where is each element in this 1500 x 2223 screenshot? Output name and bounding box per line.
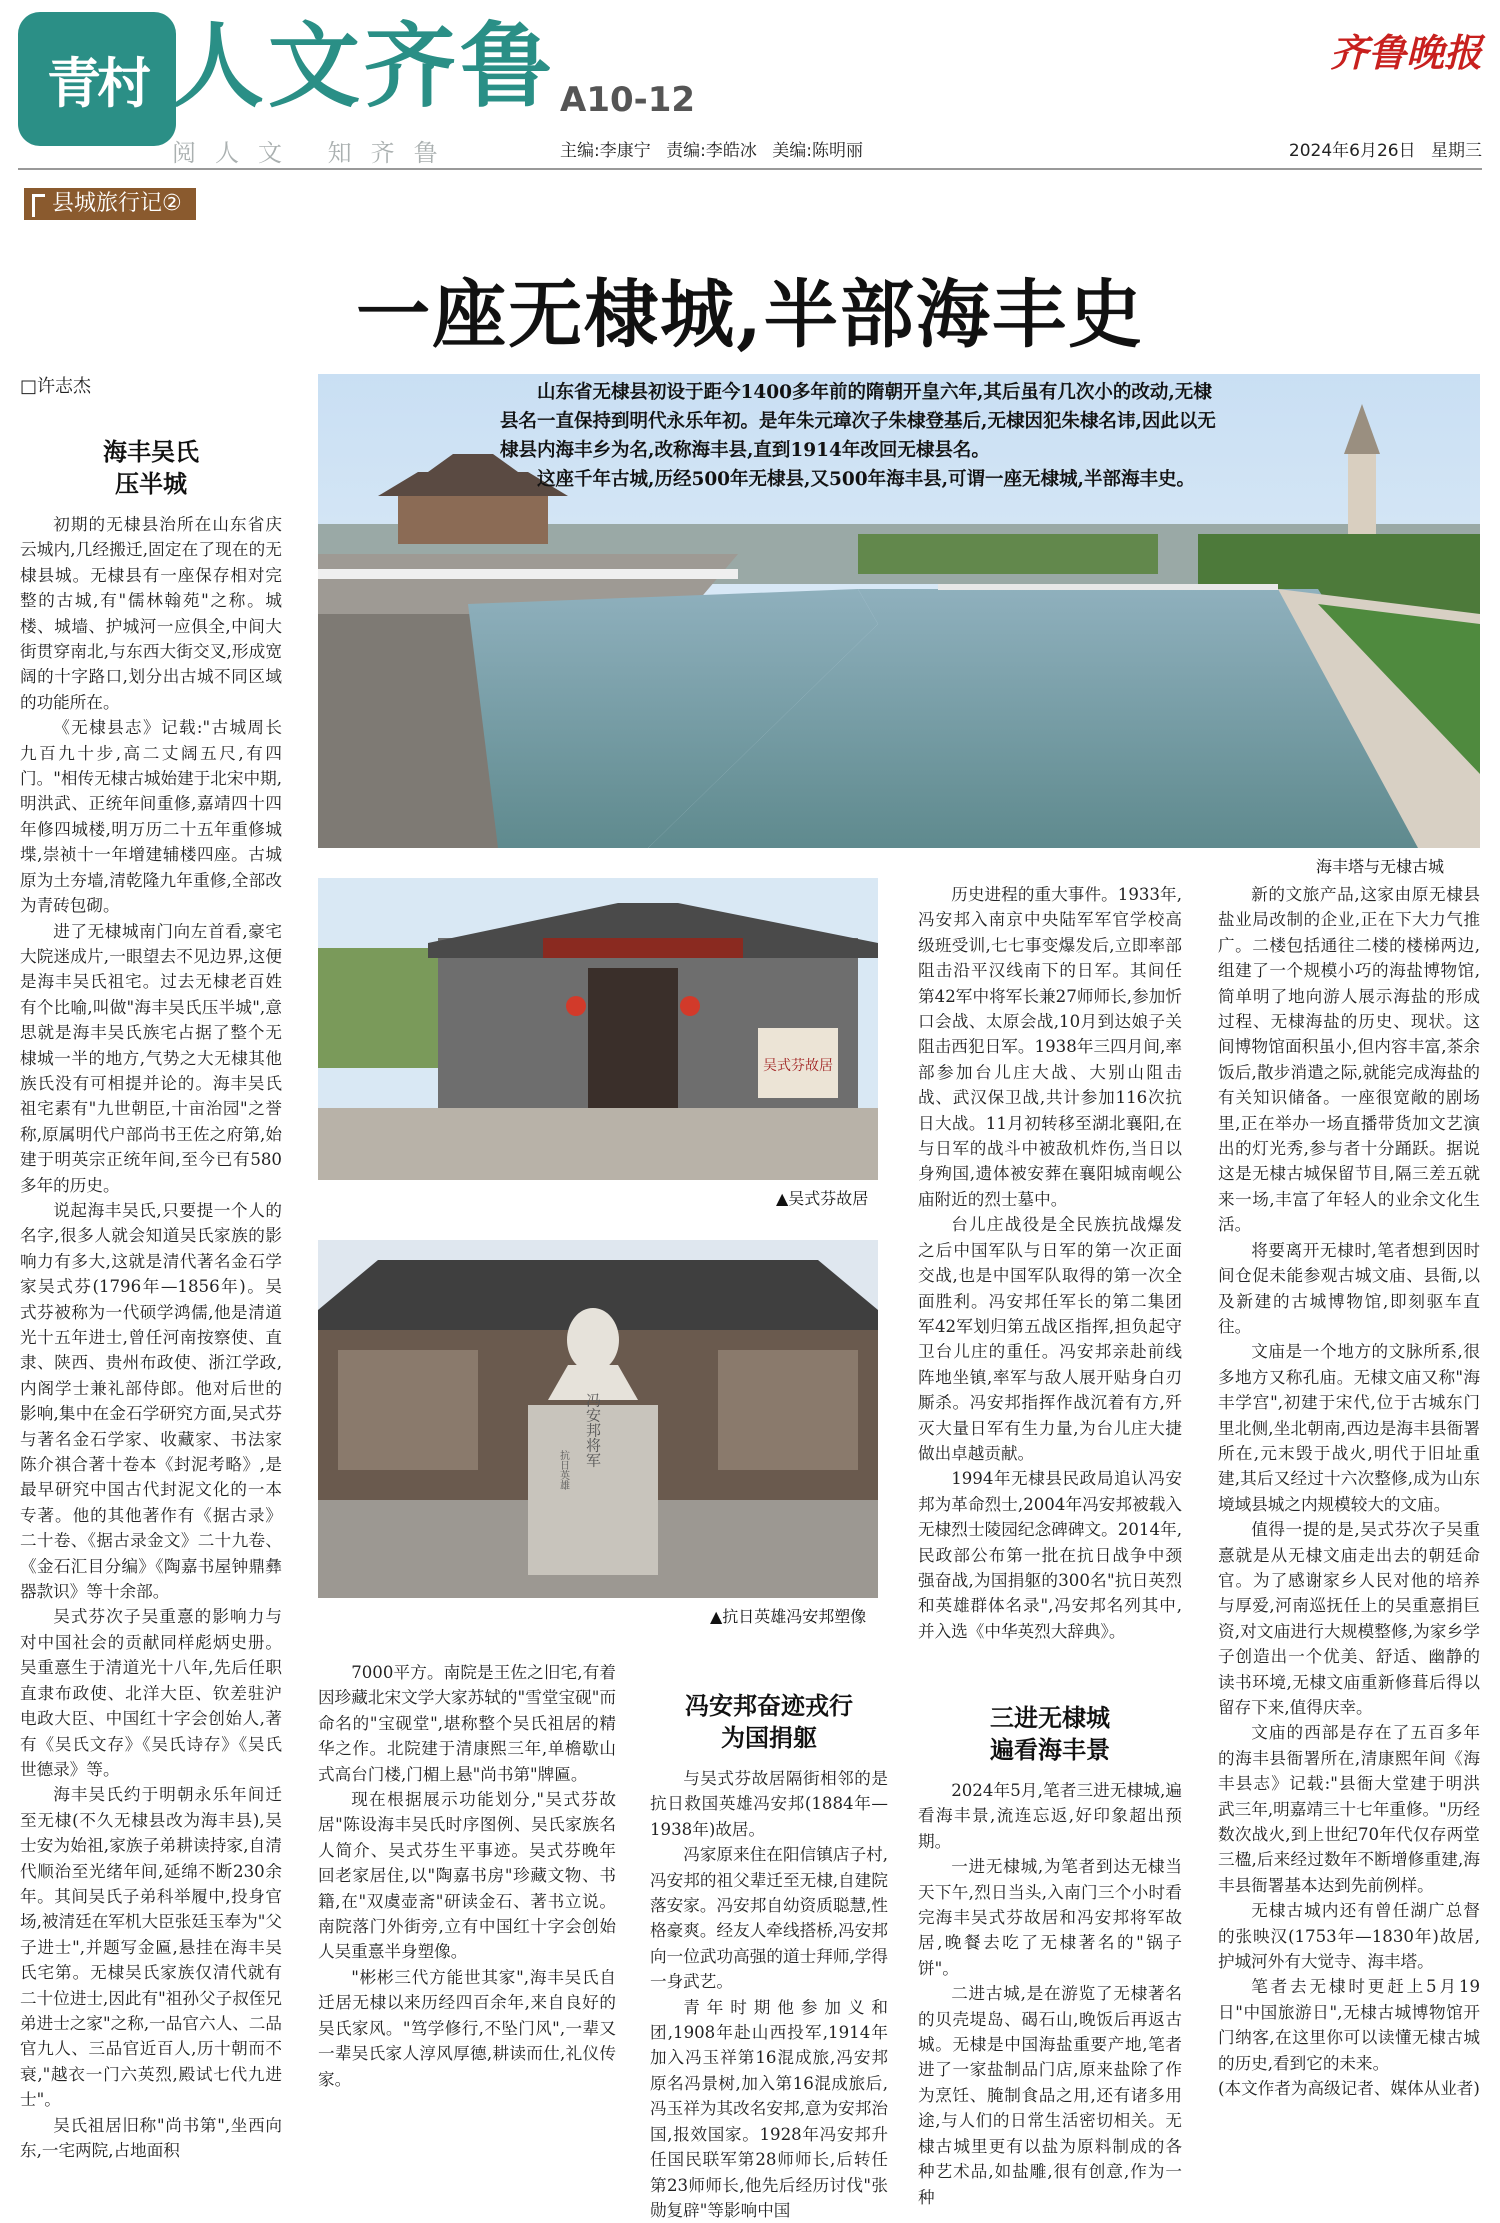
column-logo [18,12,176,146]
plaque-text: 吴式芬故居 [763,1058,833,1074]
wu-residence-photo [318,878,878,1180]
issue-date: 2024年6月26日 星期三 [1288,141,1482,161]
wu-photo-caption: ▲吴式芬故居 [776,1189,869,1208]
feng-photo-caption: ▲抗日英雄冯安邦塑像 [710,1607,867,1626]
paragraph: 历史进程的重大事件。1933年,冯安邦入南京中央陆军军官学校高级班受训,七七事变爆发后,立即率部阻击沿平汉线南下的日军。其间任第42军中将军长兼27师师长,参加忻口会战、太原会战,10月到达娘子关阻击西犯日军。1938年三四月间,率部参加台儿庄大战、大别山阻击战、武汉保卫战,共计参加116次抗日大战。11月初转移至湖北襄阳,在与日军的战斗中被敌机炸伤,当日以身殉国,遗体被安葬在襄阳城南岘公庙附近的烈士墓中。 [918,885,1182,1209]
paragraph: 初期的无棣县治所在山东省庆云城内,几经搬迁,固定在了现在的无棣县城。无棣县有一座保存相对完整的古城,有"儒林翰苑"之称。城楼、城墙、护城河一应俱全,中间大街贯穿南北,与东西大街交叉,形成宽阔的十字路口,划分出古城不同区域的功能所在。 [20,515,282,712]
paragraph: 与吴式芬故居隔街相邻的是抗日救国英雄冯安邦(1884年—1938年)故居。 [650,1769,888,1839]
article-column-1 [20,432,282,2163]
section-tag: 县城旅行记② [24,188,196,220]
paragraph: 新的文旅产品,这家由原无棣县盐业局改制的企业,正在下大力气推广。二楼包括通往二楼的楼梯两边,组建了一个规模小巧的海盐博物馆,简单明了地向游人展示海盐的形成过程、无棣海盐的历史、现状。这间博物馆面积虽小,但内容丰富,茶余饭后,散步消遣之际,就能完成海盐的有关知识储备。一座很宽敞的剧场里,正在举办一场直播带货加文艺演出的灯光秀,参与者十分踊跃。据说这是无棣古城保留节目,隔三差五就来一场,丰富了年轻人的业余文化生活。 [1218,885,1480,1235]
bust-subinscription: 抗日英雄 [557,1450,569,1490]
paragraph: 文庙的西部是存在了五百多年的海丰县衙署所在,清康熙年间《海丰县志》记载:"县衙大堂建于明洪武三年,明嘉靖三十七年重修。"历经数次战火,到上世纪70年代仅存两堂三楹,后来经过数年不断增修重建,海丰县衙署基本达到先前例样。 [1218,1723,1480,1895]
paragraph: 吴式芬次子吴重憙的影响力与对中国社会的贡献同样彪炳史册。吴重憙生于清道光十八年,先后任职直隶布政使、北洋大臣、钦差驻沪电政大臣、中国红十字会创始人,著有《吴氏文存》《吴氏诗存》《吴氏世德录》等。 [20,1607,282,1779]
paragraph: 冯家原来住在阳信镇店子村,冯安邦的祖父辈迁至无棣,自建院落安家。冯安邦自幼资质聪慧,性格豪爽。经友人牵线搭桥,冯安邦向一位武功高强的道士拜师,学得一身武艺。 [650,1845,888,1992]
main-photo-caption: 海丰塔与无棣古城 [1316,857,1445,876]
column-title: 人文齐鲁 [172,13,557,120]
paragraph: 青年时期他参加义和团,1908年赴山西投军,1914年加入冯玉祥第16混成旅,冯安邦原名冯景树,加入第16混成旅后,冯玉祥为其改名安邦,意为安邦治国,报效国家。1928年冯安邦升任国民联军第28师师长,后转任第23师师长,他先后经历讨伐"张勋复辟"等影响中国 [650,1997,888,2220]
paragraph: "彬彬三代方能世其家",海丰吴氏自迁居无棣以来历经四百余年,来自良好的吴氏家风。"笃学修行,不坠门风",一辈又一辈吴氏家人淳风厚德,耕读而仕,礼仪传家。 [318,1967,616,2089]
paragraph: 进了无棣城南门向左首看,豪宅大院迷成片,一眼望去不见边界,这便是海丰吴氏祖宅。过去无棣老百姓有个比喻,叫做"海丰吴氏压半城",意思就是海丰吴氏族宅占据了整个无棣城一半的地方,气势之大无棣其他族氏没有可相提并论的。海丰吴氏祖宅素有"九世朝臣,十亩治园"之誉称,原属明代户部尚书王佐之府第,始建于明英宗正统年间,至今已有580多年的历史。 [20,921,282,1195]
bust-inscription: 冯安邦将军 [584,1392,602,1468]
lead-paragraph [500,378,1220,494]
paragraph: 一进无棣城,为笔者到达无棣当天下午,烈日当头,入南门三个小时看完海丰吴式芬故居和冯安邦将军故居,晚餐去吃了无棣著名的"锅子饼"。 [918,1857,1182,1978]
paragraph: 文庙是一个地方的文脉所系,很多地方又称孔庙。无棣文庙又称"海丰学宫",初建于宋代,位于古城东门里北侧,坐北朝南,西边是海丰县衙署所在,元末毁于战火,明代于旧址重建,其后又经过十六次整修,成为山东境域县城之内规模较大的文庙。 [1218,1342,1480,1514]
wu-residence-illustration [318,878,878,1180]
page-number: A10-12 [560,80,696,120]
paragraph: 二进古城,是在游览了无棣著名的贝壳堤岛、碣石山,晚饭后再返古城。无棣是中国海盐重要产地,笔者进了一家盐制品门店,原来盐除了作为烹饪、腌制食品之用,还有诸多用途,与人们的日常生活密切相关。无棣古城里更有以盐为原料制成的各种艺术品,如盐雕,很有创意,作为一种 [918,1984,1182,2207]
paper-name: 齐鲁晚报 [1329,30,1482,75]
paragraph: 现在根据展示功能划分,"吴式芬故居"陈设海丰吴氏时序图例、吴氏家族名人简介、吴式芬生平事迹。吴式芬晚年回老家居住,以"陶嘉书房"珍藏文物、书籍,在"双虞壶斋"研读金石、著书立说。南院落门外街旁,立有中国红十字会创始人吴重憙半身塑像。 [318,1790,616,1962]
paragraph: 2024年5月,笔者三进无棣城,遍看海丰景,流连忘返,好印象超出预期。 [918,1781,1182,1851]
subhead-wu-family: 海丰吴氏 压半城 [103,438,199,498]
logo-text: 青村 [47,51,147,115]
paragraph: 说起海丰吴氏,只要提一个人的名字,很多人就会知道吴氏家族的影响力有多大,这就是清代著名金石学家吴式芬(1796年—1856年)。吴式芬被称为一代硕学鸿儒,他是清道光十五年进士,曾任河南按察使、直隶、陕西、贵州布政使、浙江学政,内阁学士兼礼部侍郎。他对后世的影响,集中在金石学研究方面,吴式芬与著名金石学家、收藏家、书法家陈介祺合著十卷本《封泥考略》,是最早研究中国古代封泥文化的一本专著。他的其他著作有《据古录》二十卷、《据古录金文》二十九卷、《金石汇目分编》《陶嘉书屋钟鼎彝器款识》等十余部。 [20,1200,282,1602]
article-column-3-top [918,882,1182,1644]
paragraph: 值得一提的是,吴式芬次子吴重憙就是从无棣文庙走出去的朝廷命官。为了感谢家乡人民对他的培养与厚爱,河南巡抚任上的吴重憙捐巨资,对文庙进行大规模整修,为家乡学子创造出一个优美、舒适、幽静的读书环境,无棣文庙重新修葺后得以留存下来,值得庆幸。 [1218,1520,1480,1717]
paragraph: 7000平方。南院是王佐之旧宅,有着因珍藏北宋文学大家苏轼的"雪堂宝砚"而命名的"宝砚堂",堪称整个吴氏祖居的精华之作。北院建于清康熙三年,单檐歇山式高台门楼,门楣上悬"尚书第"牌匾。 [318,1663,616,1784]
author-note: (本文作者为高级记者、媒体从业者) [1218,2079,1480,2099]
feng-statue-photo [318,1240,878,1598]
lead-text-2: 这座千年古城,历经500年无棣县,又500年海丰县,可谓一座无棣城,半部海丰史。 [537,469,1195,490]
paragraph: 台儿庄战役是全民族抗战爆发之后中国军队与日军的第一次正面交战,也是中国军队取得的第一次全面胜利。冯安邦任军长的第二集团军42军划归第五战区指挥,担负起守卫台儿庄的重任。冯安邦亲赴前线阵地坐镇,率军与敌人展开贴身白刃厮杀。冯安邦指挥作战沉着有方,歼灭大量日军有生力量,为台儿庄大捷做出卓越贡献。 [918,1215,1182,1463]
headline: 一座无棣城,半部海丰史 [356,272,1144,358]
paragraph: 吴氏祖居旧称"尚书第",坐西向东,一宅两院,占地面积 [20,2115,282,2160]
editors-line: 主编:李康宁 责编:李皓冰 美编:陈明丽 [560,141,863,161]
subhead-feng-anbang: 冯安邦奋迹戎行 为国捐躯 [685,1692,853,1752]
lead-text-1: 山东省无棣县初设于距今1400多年前的隋朝开皇六年,其后虽有几次小的改动,无棣县名一直保持到明代永乐年初。是年朱元璋次子朱棣登基后,无棣因犯朱棣名讳,因此以无棣县内海丰乡为名,改称海丰县,直到1914年改回无棣县名。 [500,382,1216,461]
article-column-2 [318,1660,616,2092]
paragraph: 海丰吴氏约于明朝永乐年间迁至无棣(不久无棣县改为海丰县),吴士安为始祖,家族子弟耕读持家,自清代顺治至光绪年间,延绵不断230余年。其间吴氏子弟科举履中,投身官场,被清廷在军机大臣张廷玉奉为"父子进士",并题写金匾,悬挂在海丰吴氏宅第。无棣吴氏家族仅清代就有二十位进士,因此有"祖孙父子叔侄兄弟进士之家"之称,一品官六人、二品官九人、三品官近百人,历十朝而不衰,"越衣一门六英烈,殿试七代九进士"。 [20,1785,282,2110]
paragraph: 将要离开无棣时,笔者想到因时间仓促未能参观古城文庙、县衙,以及新建的古城博物馆,即刻驱车直往。 [1218,1240,1480,1336]
paragraph: 《无棣县志》记载:"古城周长九百九十步,高二丈阔五尺,有四门。"相传无棣古城始建于北宋中期,明洪武、正统年间重修,嘉靖四十四年修四城楼,明万历二十五年重修城堞,崇祯十一年增建辅楼四座。古城原为土夯墙,清乾隆九年重修,全部改为青砖包砌。 [20,718,282,916]
byline: □许志杰 [20,376,92,397]
article-column-4 [918,1698,1182,2210]
header-divider [18,168,1482,170]
feng-statue-illustration [318,1240,878,1598]
paragraph: 1994年无棣县民政局追认冯安邦为革命烈士,2004年冯安邦被载入无棣烈士陵园纪念碑碑文。2014年,民政部公布第一批在抗日战争中颈强奋战,为国捐躯的300名"抗日英烈和英雄群体名录",冯安邦名列其中,并入选《中华英烈大辞典》。 [918,1469,1182,1641]
paragraph: 无棣古城内还有曾任湖广总督的张映汉(1753年—1830年)故居,护城河外有大觉寺、海丰塔。 [1218,1901,1480,1972]
paragraph: 笔者去无棣时更赶上5月19日"中国旅游日",无棣古城博物馆开门纳客,在这里你可以读懂无棣古城的历史,看到它的未来。 [1218,1977,1480,2073]
subhead-three-visits: 三进无棣城 遍看海丰景 [990,1704,1110,1764]
article-column-3 [650,1686,888,2223]
article-column-5 [1218,882,1480,2102]
column-subtitle: 阅人文 知齐鲁 [172,139,457,167]
